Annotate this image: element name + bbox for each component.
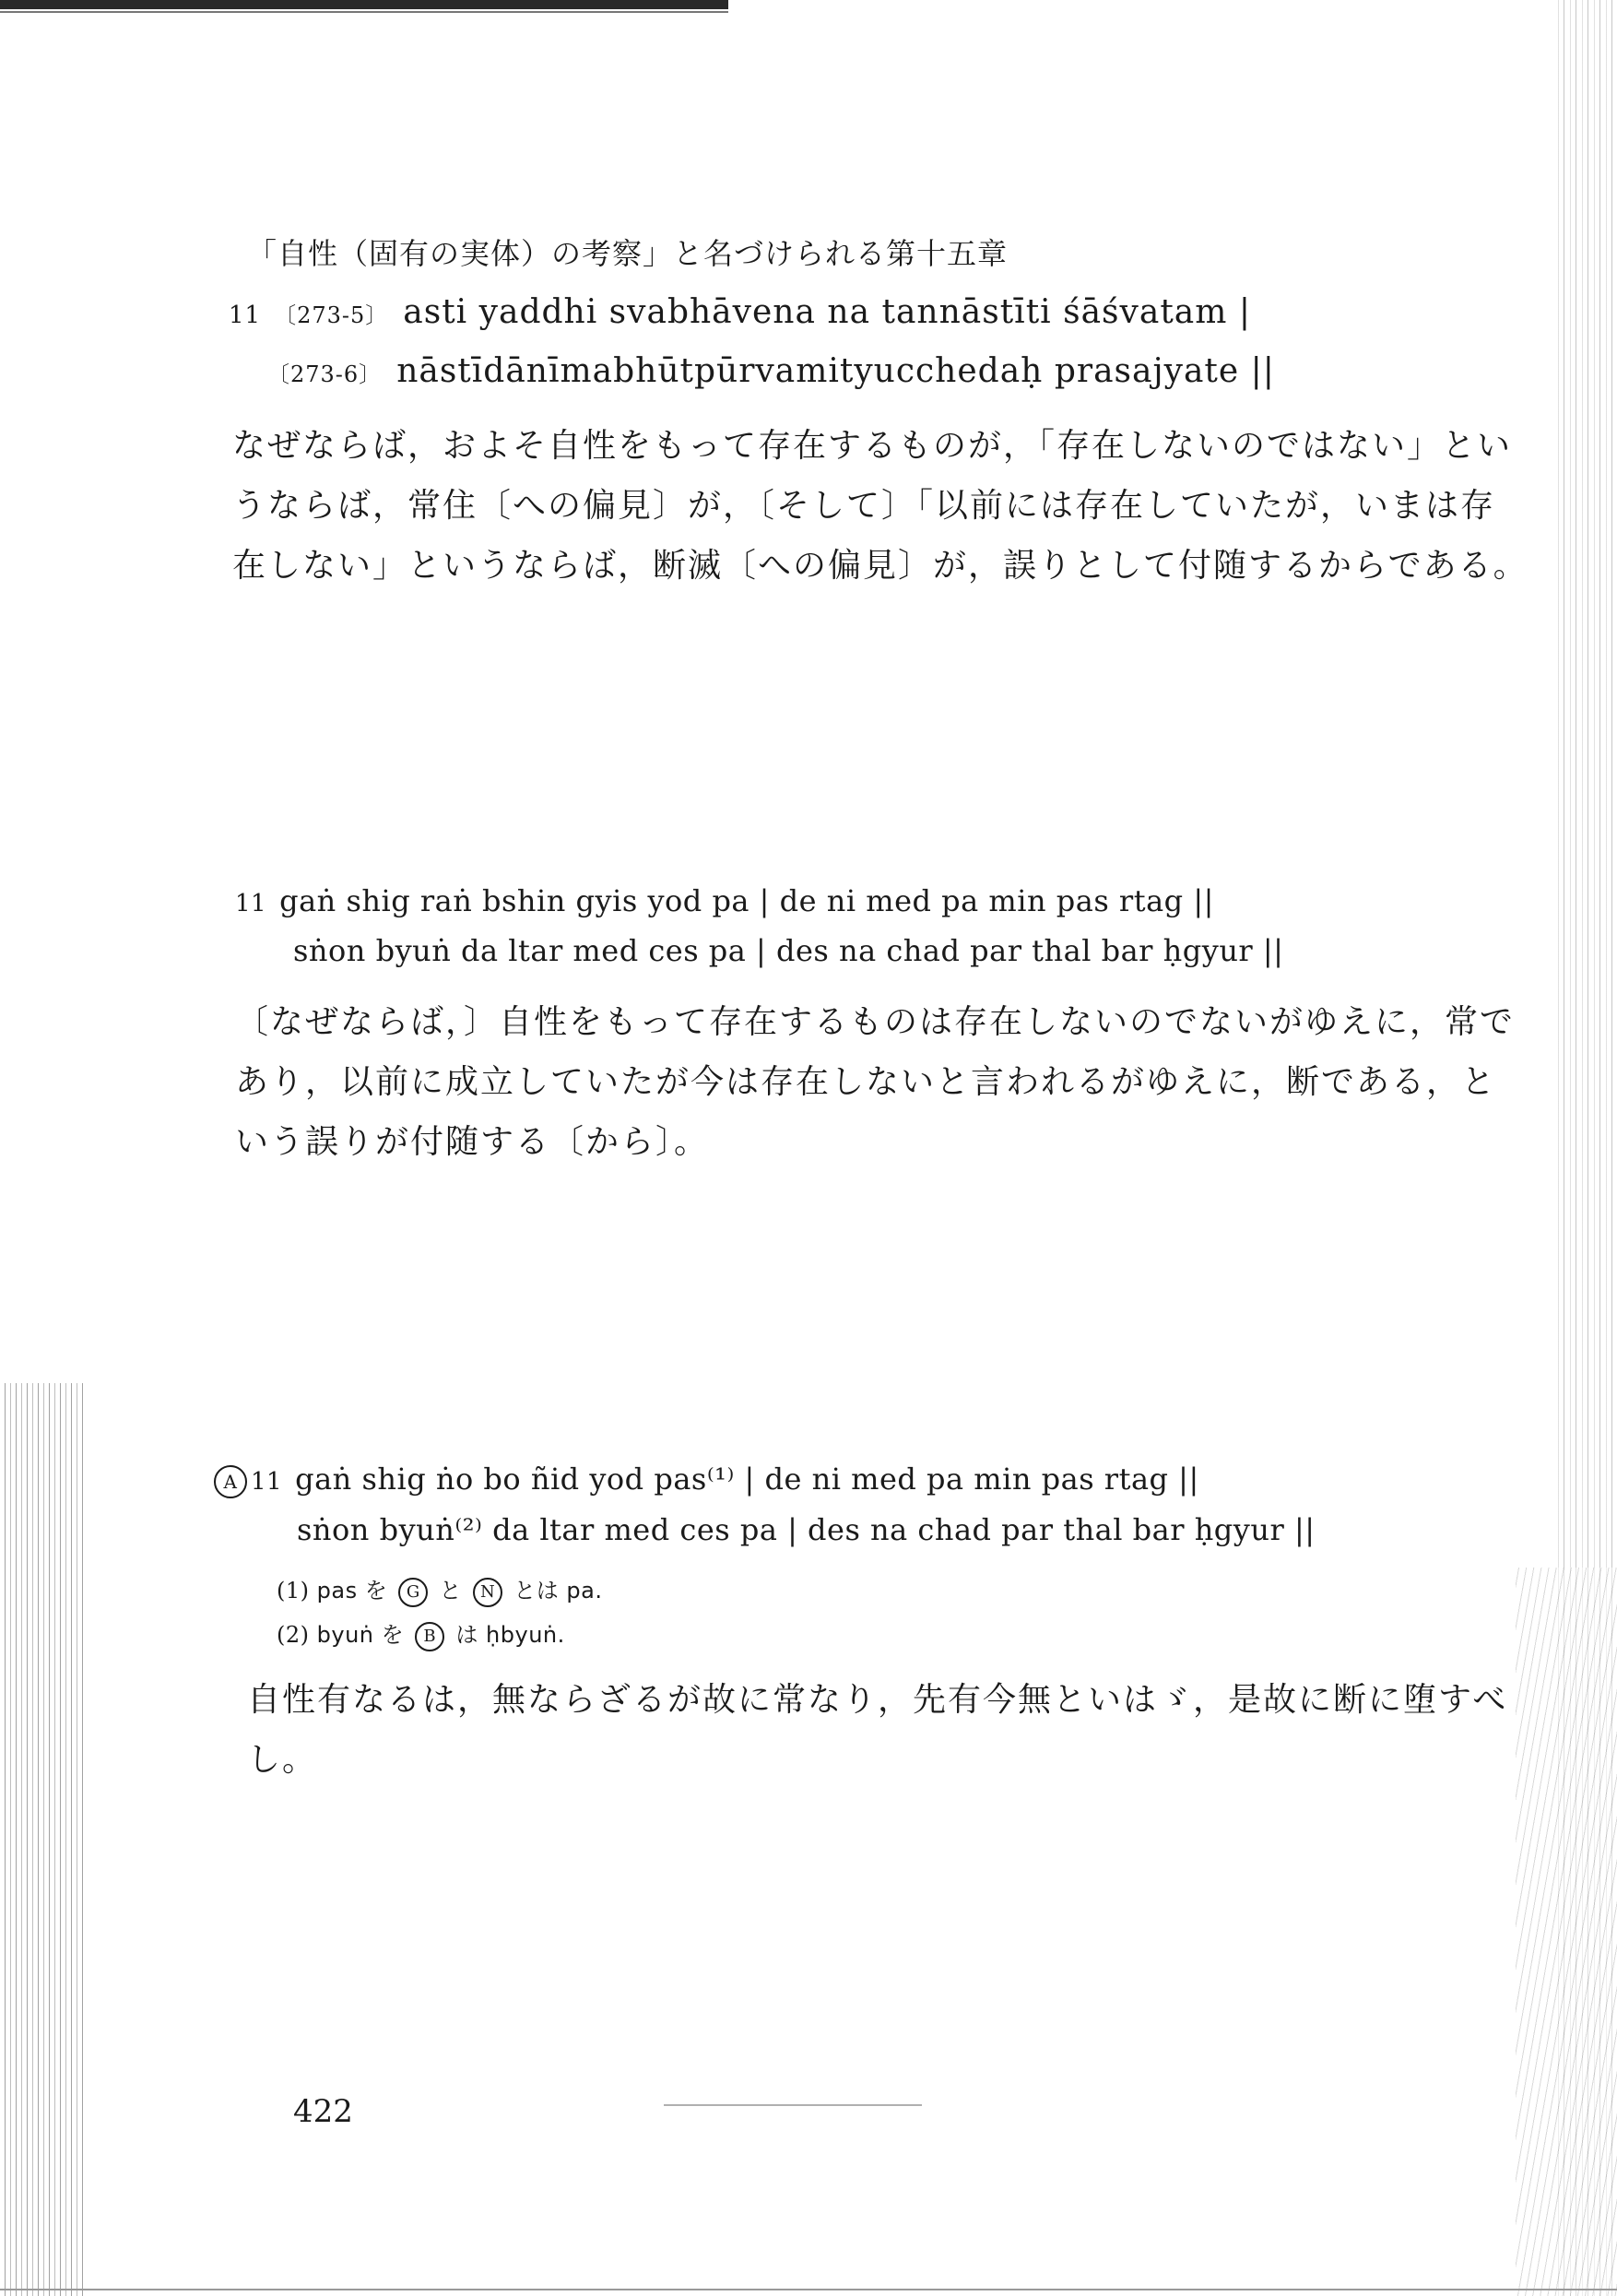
- tibetan-2-line-1: [210, 1462, 1199, 1498]
- chinese-translation-line-1: 自性有なるは，無ならざるが故に常なり，先有今無といはゞ，是故に断に堕すべ: [247, 1681, 1508, 1719]
- sanskrit-line-2: [267, 352, 1275, 390]
- edition-marker: G: [398, 1578, 428, 1607]
- footnote-1: [277, 1572, 602, 1607]
- top-rule: [0, 0, 728, 9]
- edition-marker: A: [214, 1465, 247, 1498]
- jp-translation-2-line-1: 〔なぜならば，〕自性をもって存在するものは存在しないのでないがゆえに，常で: [235, 1003, 1516, 1041]
- sanskrit-line-1: [229, 293, 1251, 331]
- footnote-number: (2): [277, 1622, 310, 1648]
- jp-translation-2-line-2: あり，以前に成立していたが今は存在しないと言われるがゆえに，断である，と: [235, 1063, 1497, 1101]
- tibetan-1-line-2: sṅon byuṅ da ltar med ces pa | des na chad par thal bar ḥgyur ||: [293, 933, 1284, 968]
- tibetan-text: gaṅ shig ṅo bo ñid yod pas⁽¹⁾ | de ni med pa min pas rtag ||: [295, 1462, 1199, 1497]
- edition-marker: B: [415, 1622, 444, 1651]
- top-rule-thin: [0, 11, 728, 13]
- footnote-text: は ḥbyuṅ.: [455, 1622, 565, 1648]
- jp-translation-1-line-3: 在しない」というならば，断滅〔への偏見〕が，誤りとして付随するからである。: [232, 547, 1528, 585]
- verse-reference: 〔273-6〕: [267, 361, 383, 387]
- verse-reference: 〔273-5〕: [274, 302, 389, 328]
- tibetan-1-line-1: [235, 883, 1214, 918]
- bottom-rule: [0, 2289, 1617, 2290]
- footnote-2: [277, 1616, 565, 1651]
- verse-number: 11: [235, 890, 267, 917]
- verse-number: 11: [251, 1468, 283, 1496]
- jp-translation-1-line-1: なぜならば，およそ自性をもって存在するものが，「存在しないのではない」とい: [232, 427, 1513, 465]
- tibetan-text: gaṅ shig raṅ bshin gyis yod pa | de ni med pa min pas rtag ||: [279, 883, 1214, 918]
- footnote-number: (1): [277, 1578, 310, 1604]
- page-edge-shadow-left: [0, 1383, 83, 2296]
- scan-mark: [664, 2104, 922, 2106]
- jp-translation-2-line-3: いう誤りが付随する〔から〕。: [235, 1123, 710, 1161]
- jp-translation-1-line-2: うならば，常住〔への偏見〕が，〔そして〕「以前には存在していたが，いまは存: [232, 487, 1496, 525]
- footnote-text: byuṅ を: [316, 1622, 405, 1648]
- footnote-text: pas を: [316, 1578, 388, 1604]
- footnote-text: と: [439, 1578, 462, 1604]
- chapter-title: 「自性（固有の実体）の考察」と名づけられる第十五章: [247, 236, 1009, 271]
- chinese-translation-line-2: し。: [247, 1741, 318, 1779]
- footnote-text: とは pa.: [513, 1578, 603, 1604]
- edition-marker: N: [473, 1578, 502, 1607]
- sanskrit-text: nāstīdānīmabhūtpūrvamityucchedaḥ prasajyate ||: [396, 352, 1275, 390]
- page-edge-shadow-right-lower: [1516, 1568, 1617, 2296]
- sanskrit-text: asti yaddhi svabhāvena na tannāstīti śāśvatam |: [403, 293, 1251, 331]
- tibetan-2-line-2: sṅon byuṅ⁽²⁾ da ltar med ces pa | des na chad par thal bar ḥgyur ||: [297, 1512, 1316, 1547]
- verse-number: 11: [229, 302, 262, 329]
- page-number: 422: [293, 2093, 353, 2130]
